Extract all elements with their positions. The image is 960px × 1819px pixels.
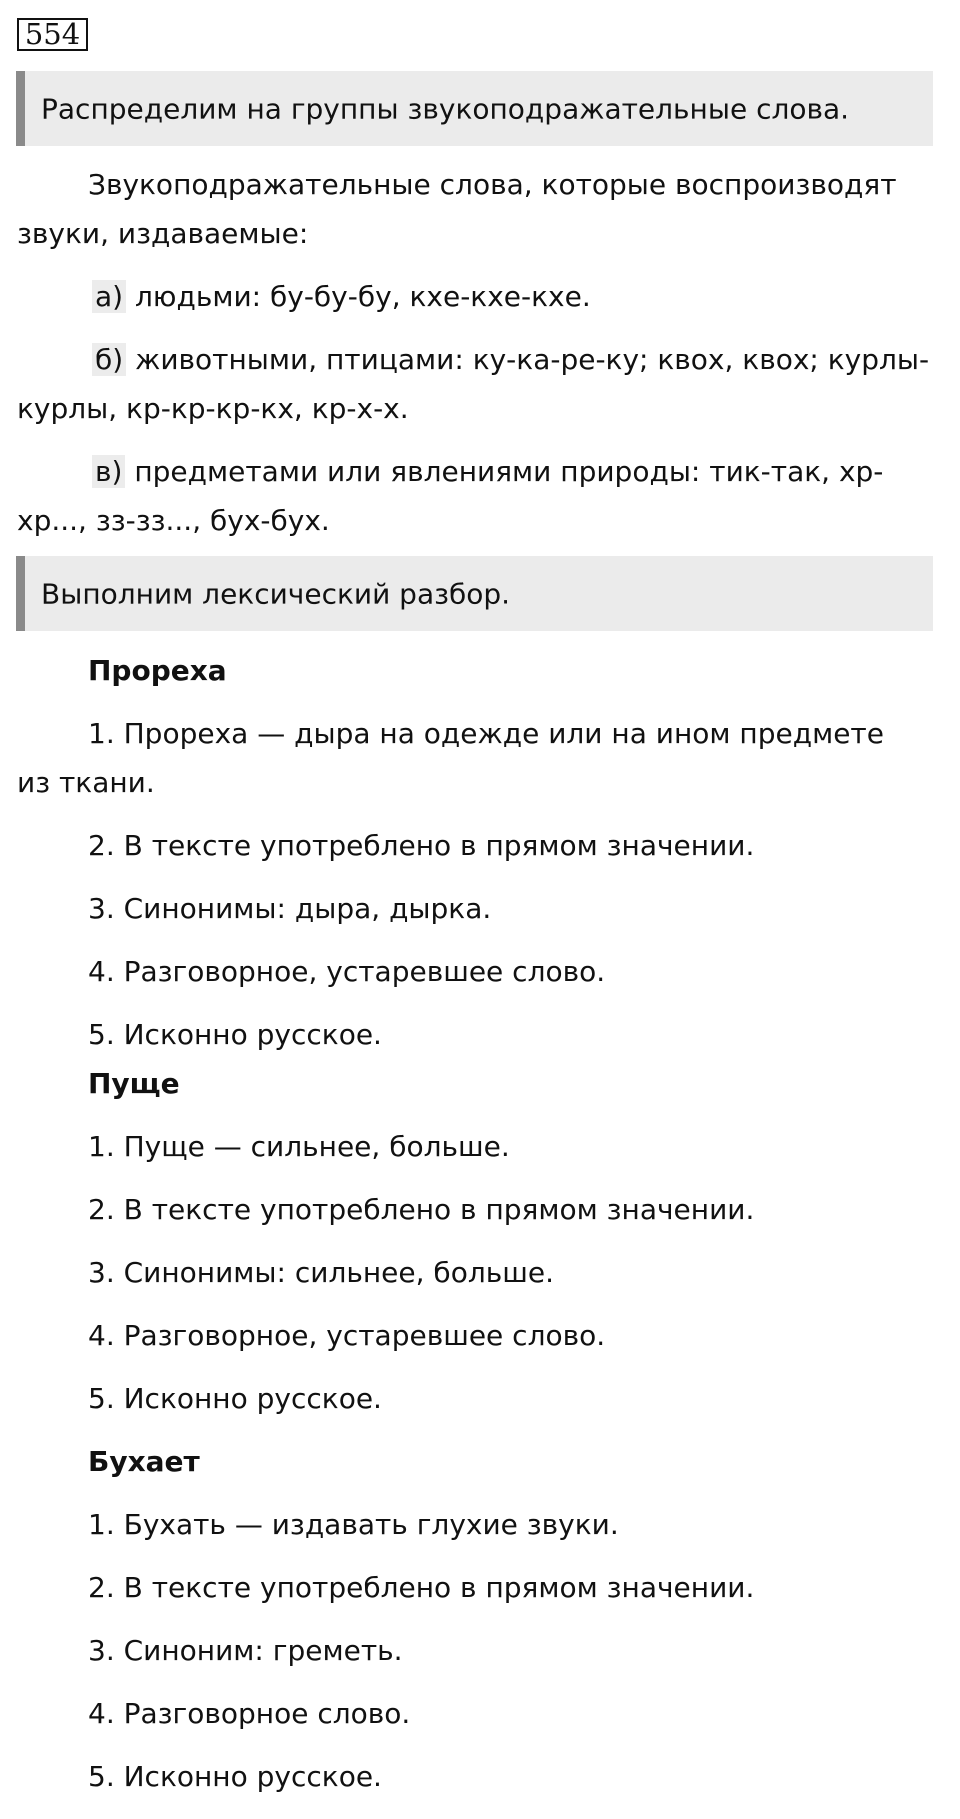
list-item: 3. Синонимы: дыра, дырка.: [88, 892, 492, 925]
group-b-text: животными, птицами: ку-ка-ре-ку; квох, квох; курлы-: [126, 343, 930, 376]
list-item: 4. Разговорное, устаревшее слово.: [88, 1319, 606, 1352]
list-item: 1. Бухать — издавать глухие звуки.: [88, 1508, 619, 1541]
list-item: 3. Синоним: греметь.: [88, 1634, 403, 1667]
group-v-letter: в): [92, 455, 125, 488]
list-item: 2. В тексте употреблено в прямом значении.: [88, 1193, 755, 1226]
list-item: 4. Разговорное, устаревшее слово.: [88, 955, 606, 988]
section-header-text: Выполним лексический разбор.: [41, 577, 511, 610]
group-b-letter: б): [92, 343, 126, 376]
section-header-groups: [16, 71, 933, 146]
section-header-lexical: [16, 556, 933, 631]
group-v-text: предметами или явлениями природы: тик-так, хр-: [125, 455, 884, 488]
list-item: 1. Прореха — дыра на одежде или на ином предмете: [88, 717, 884, 750]
group-b: [95, 336, 929, 384]
group-v: [95, 448, 883, 496]
group-v-continuation: хр..., зз-зз..., бух-бух.: [17, 504, 330, 537]
intro-line: Звукоподражательные слова, которые воспроизводят: [88, 168, 897, 201]
list-item: 1. Пуще — сильнее, больше.: [88, 1130, 510, 1163]
list-item: 3. Синонимы: сильнее, больше.: [88, 1256, 554, 1289]
word-title: Бухает: [88, 1445, 200, 1478]
list-item: 2. В тексте употреблено в прямом значении.: [88, 829, 755, 862]
word-title: Прореха: [88, 654, 227, 687]
list-item: 2. В тексте употреблено в прямом значении.: [88, 1571, 755, 1604]
list-item: 5. Исконно русское.: [88, 1760, 382, 1793]
word-title: Пуще: [88, 1067, 180, 1100]
intro-line: звуки, издаваемые:: [17, 217, 309, 250]
list-item: 5. Исконно русское.: [88, 1018, 382, 1051]
list-item: 4. Разговорное слово.: [88, 1697, 411, 1730]
section-header-text: Распределим на группы звукоподражательные слова.: [41, 92, 850, 125]
group-a: [95, 273, 591, 321]
list-item: 5. Исконно русское.: [88, 1382, 382, 1415]
task-number: 554: [17, 18, 88, 51]
group-a-text: людьми: бу-бу-бу, кхе-кхе-кхе.: [126, 280, 591, 313]
list-item-continuation: из ткани.: [17, 766, 155, 799]
group-a-letter: а): [92, 280, 126, 313]
group-b-continuation: курлы, кр-кр-кр-кх, кр-х-х.: [17, 392, 409, 425]
